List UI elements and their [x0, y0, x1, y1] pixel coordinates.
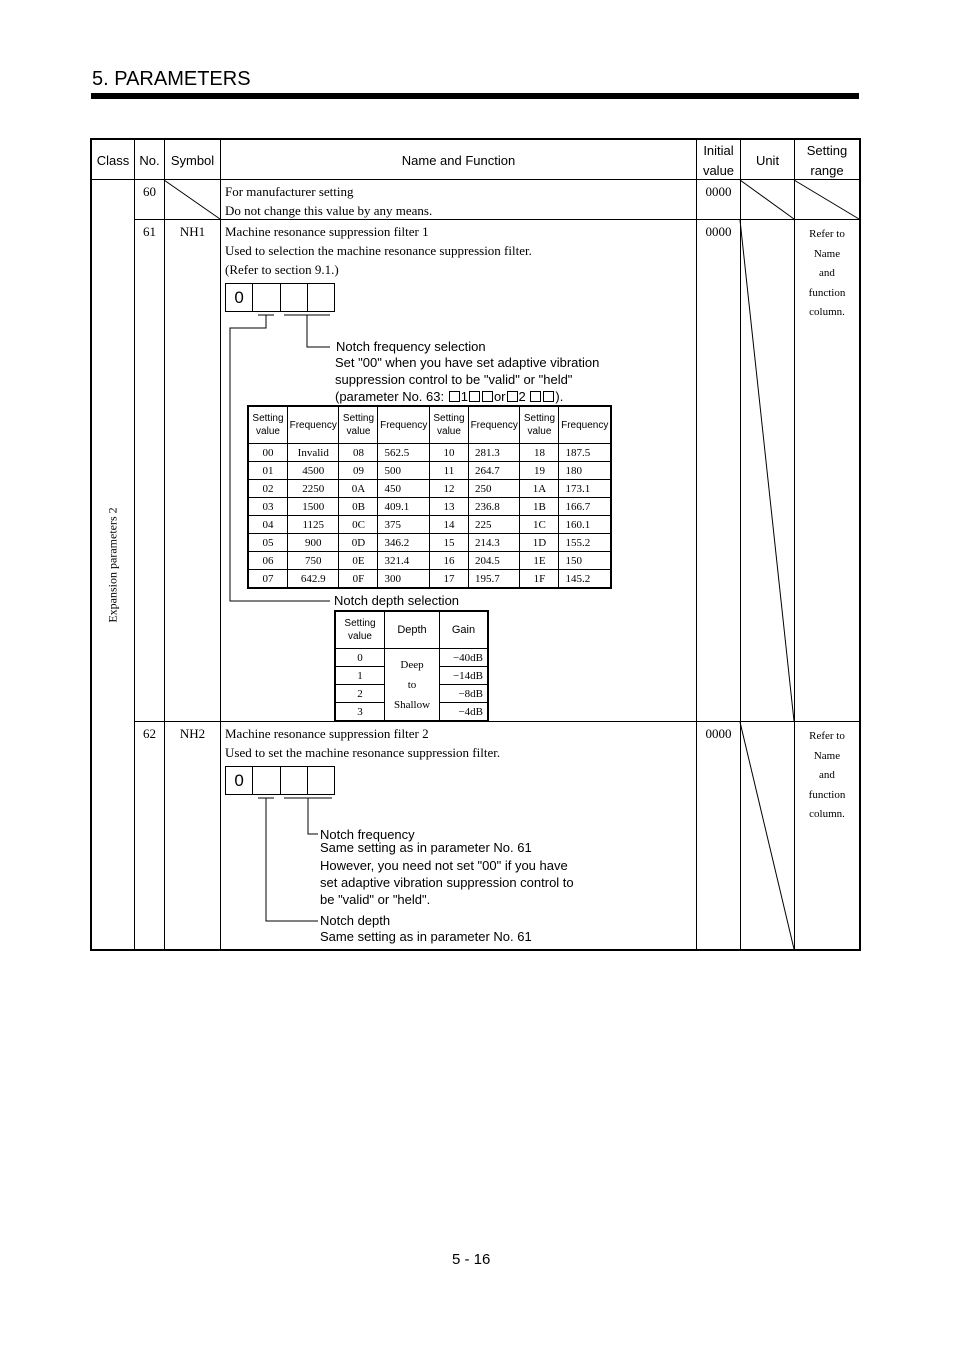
param62-symbol: NH2	[179, 726, 206, 741]
param62-notch-freq-desc3: set adaptive vibration suppression control to	[320, 875, 574, 890]
freq-frequency-cell: 150	[559, 552, 611, 570]
param62-notch-freq-desc4: be "valid" or "held".	[320, 892, 431, 907]
param61-notch-depth-title: Notch depth selection	[334, 593, 460, 608]
depth-gain: −4dB	[440, 703, 489, 722]
freq-setting-cell: 17	[429, 570, 468, 589]
freq-header-setting: Setting value	[339, 406, 378, 444]
freq-setting-cell: 0C	[339, 516, 378, 534]
freq-setting-cell: 08	[339, 444, 378, 462]
freq-frequency-cell: 173.1	[559, 480, 611, 498]
freq-header-setting: Setting value	[248, 406, 288, 444]
depth-table	[334, 610, 489, 722]
freq-setting-cell: 0E	[339, 552, 378, 570]
freq-frequency-cell: 642.9	[288, 570, 339, 589]
freq-setting-cell: 13	[429, 498, 468, 516]
freq-table-row	[248, 534, 611, 552]
freq-header-frequency: Frequency	[378, 406, 429, 444]
freq-frequency-cell: 195.7	[468, 570, 519, 589]
depth-text: Deep to Shallow	[385, 649, 440, 722]
freq-frequency-cell: 1125	[288, 516, 339, 534]
freq-setting-cell: 01	[248, 462, 288, 480]
freq-frequency-cell: 204.5	[468, 552, 519, 570]
freq-setting-cell: 12	[429, 480, 468, 498]
frequency-table	[247, 405, 612, 589]
freq-setting-cell: 18	[520, 444, 559, 462]
freq-frequency-cell: 375	[378, 516, 429, 534]
param60-initial: 0000	[705, 184, 732, 199]
freq-setting-cell: 1D	[520, 534, 559, 552]
freq-setting-cell: 0A	[339, 480, 378, 498]
param61-initial: 0000	[705, 224, 732, 239]
param62-notch-depth-title: Notch depth	[320, 913, 391, 928]
freq-setting-cell: 1B	[520, 498, 559, 516]
freq-setting-cell: 0D	[339, 534, 378, 552]
header-class: Class	[96, 153, 130, 168]
freq-frequency-cell: 4500	[288, 462, 339, 480]
freq-table-row	[248, 570, 611, 589]
header-name-function: Name and Function	[401, 153, 516, 168]
freq-frequency-cell: 562.5	[378, 444, 429, 462]
freq-frequency-cell: 236.8	[468, 498, 519, 516]
param61-notch-freq-desc1: Set "00" when you have set adaptive vibration	[335, 355, 600, 370]
param61-line2: Used to selection the machine resonance suppression filter.	[225, 243, 532, 258]
freq-frequency-cell: 300	[378, 570, 429, 589]
freq-setting-cell: 0B	[339, 498, 378, 516]
freq-table-row	[248, 462, 611, 480]
depth-setting: 2	[335, 685, 385, 703]
freq-frequency-cell: 214.3	[468, 534, 519, 552]
param62-initial: 0000	[705, 726, 732, 741]
depth-setting: 0	[335, 649, 385, 667]
param62-no: 62	[143, 726, 156, 741]
freq-setting-cell: 03	[248, 498, 288, 516]
freq-setting-cell: 04	[248, 516, 288, 534]
param60-line1: For manufacturer setting	[225, 184, 354, 199]
depth-header-gain: Gain	[440, 611, 489, 649]
freq-setting-cell: 05	[248, 534, 288, 552]
freq-setting-cell: 1F	[520, 570, 559, 589]
param61-line3: (Refer to section 9.1.)	[225, 262, 339, 277]
freq-frequency-cell: 346.2	[378, 534, 429, 552]
header-unit: Unit	[755, 153, 780, 168]
freq-setting-cell: 1C	[520, 516, 559, 534]
depth-gain: −14dB	[440, 667, 489, 685]
freq-frequency-cell: 750	[288, 552, 339, 570]
depth-gain: −40dB	[440, 649, 489, 667]
freq-frequency-cell: 450	[378, 480, 429, 498]
freq-setting-cell: 16	[429, 552, 468, 570]
depth-gain: −8dB	[440, 685, 489, 703]
freq-setting-cell: 1E	[520, 552, 559, 570]
freq-frequency-cell: Invalid	[288, 444, 339, 462]
freq-frequency-cell: 264.7	[468, 462, 519, 480]
page-number: 5 - 16	[452, 1251, 491, 1268]
freq-header-setting: Setting value	[429, 406, 468, 444]
freq-table-row	[248, 516, 611, 534]
freq-frequency-cell: 2250	[288, 480, 339, 498]
param62-range: Refer to Name and function column.	[808, 730, 846, 820]
param62-notch-freq-desc2: However, you need not set "00" if you have	[320, 858, 568, 873]
freq-setting-cell: 0F	[339, 570, 378, 589]
freq-setting-cell: 11	[429, 462, 468, 480]
freq-setting-cell: 07	[248, 570, 288, 589]
class-label: Expansion parameters 2	[105, 507, 120, 623]
param62-digit-box: 0	[225, 766, 335, 795]
freq-frequency-cell: 250	[468, 480, 519, 498]
header-setting-range-2: range	[810, 163, 844, 178]
freq-header-frequency: Frequency	[468, 406, 519, 444]
freq-setting-cell: 15	[429, 534, 468, 552]
param62-notch-freq-desc1: Same setting as in parameter No. 61	[320, 840, 532, 855]
param60-no: 60	[143, 184, 156, 199]
freq-setting-cell: 10	[429, 444, 468, 462]
freq-header-frequency: Frequency	[288, 406, 339, 444]
param61-notch-freq-desc3: (parameter No. 63: 1 or 2 ).	[335, 389, 564, 404]
freq-header-frequency: Frequency	[559, 406, 611, 444]
param60-line2: Do not change this value by any means.	[225, 203, 433, 218]
freq-setting-cell: 14	[429, 516, 468, 534]
freq-frequency-cell: 160.1	[559, 516, 611, 534]
depth-setting: 3	[335, 703, 385, 722]
param61-no: 61	[143, 224, 156, 239]
freq-setting-cell: 06	[248, 552, 288, 570]
freq-frequency-cell: 1500	[288, 498, 339, 516]
header-initial-value-2: value	[702, 163, 735, 178]
freq-frequency-cell: 166.7	[559, 498, 611, 516]
header-symbol: Symbol	[170, 153, 215, 168]
freq-table-row	[248, 498, 611, 516]
param62-notch-depth-desc: Same setting as in parameter No. 61	[320, 929, 532, 944]
param62-line2: Used to set the machine resonance suppression filter.	[225, 745, 501, 760]
freq-setting-cell: 09	[339, 462, 378, 480]
freq-table-row	[248, 480, 611, 498]
freq-frequency-cell: 145.2	[559, 570, 611, 589]
freq-frequency-cell: 180	[559, 462, 611, 480]
freq-setting-cell: 19	[520, 462, 559, 480]
freq-table-row	[248, 552, 611, 570]
freq-frequency-cell: 155.2	[559, 534, 611, 552]
depth-setting: 1	[335, 667, 385, 685]
depth-header-setting: Setting value	[335, 611, 385, 649]
param62-line1: Machine resonance suppression filter 2	[225, 726, 429, 741]
freq-frequency-cell: 500	[378, 462, 429, 480]
freq-frequency-cell: 187.5	[559, 444, 611, 462]
param61-line1: Machine resonance suppression filter 1	[225, 224, 429, 239]
freq-header-setting: Setting value	[520, 406, 559, 444]
freq-frequency-cell: 281.3	[468, 444, 519, 462]
header-initial-value-1: Initial	[703, 143, 734, 158]
freq-table-row	[248, 444, 611, 462]
freq-setting-cell: 00	[248, 444, 288, 462]
param61-notch-freq-desc2: suppression control to be "valid" or "held"	[335, 372, 573, 387]
param61-notch-freq-title: Notch frequency selection	[336, 339, 486, 354]
header-setting-range-1: Setting	[806, 143, 848, 158]
depth-header-depth: Depth	[385, 611, 440, 649]
param62-notch-freq-title: Notch frequency	[320, 827, 415, 842]
freq-frequency-cell: 409.1	[378, 498, 429, 516]
param61-digit-box: 0	[225, 283, 335, 312]
freq-frequency-cell: 225	[468, 516, 519, 534]
param61-range: Refer to Name and function column.	[808, 228, 846, 318]
freq-frequency-cell: 321.4	[378, 552, 429, 570]
header-no: No.	[139, 153, 160, 168]
freq-frequency-cell: 900	[288, 534, 339, 552]
param61-symbol: NH1	[179, 224, 206, 239]
freq-setting-cell: 1A	[520, 480, 559, 498]
section-title: 5. PARAMETERS	[92, 68, 251, 90]
freq-setting-cell: 02	[248, 480, 288, 498]
